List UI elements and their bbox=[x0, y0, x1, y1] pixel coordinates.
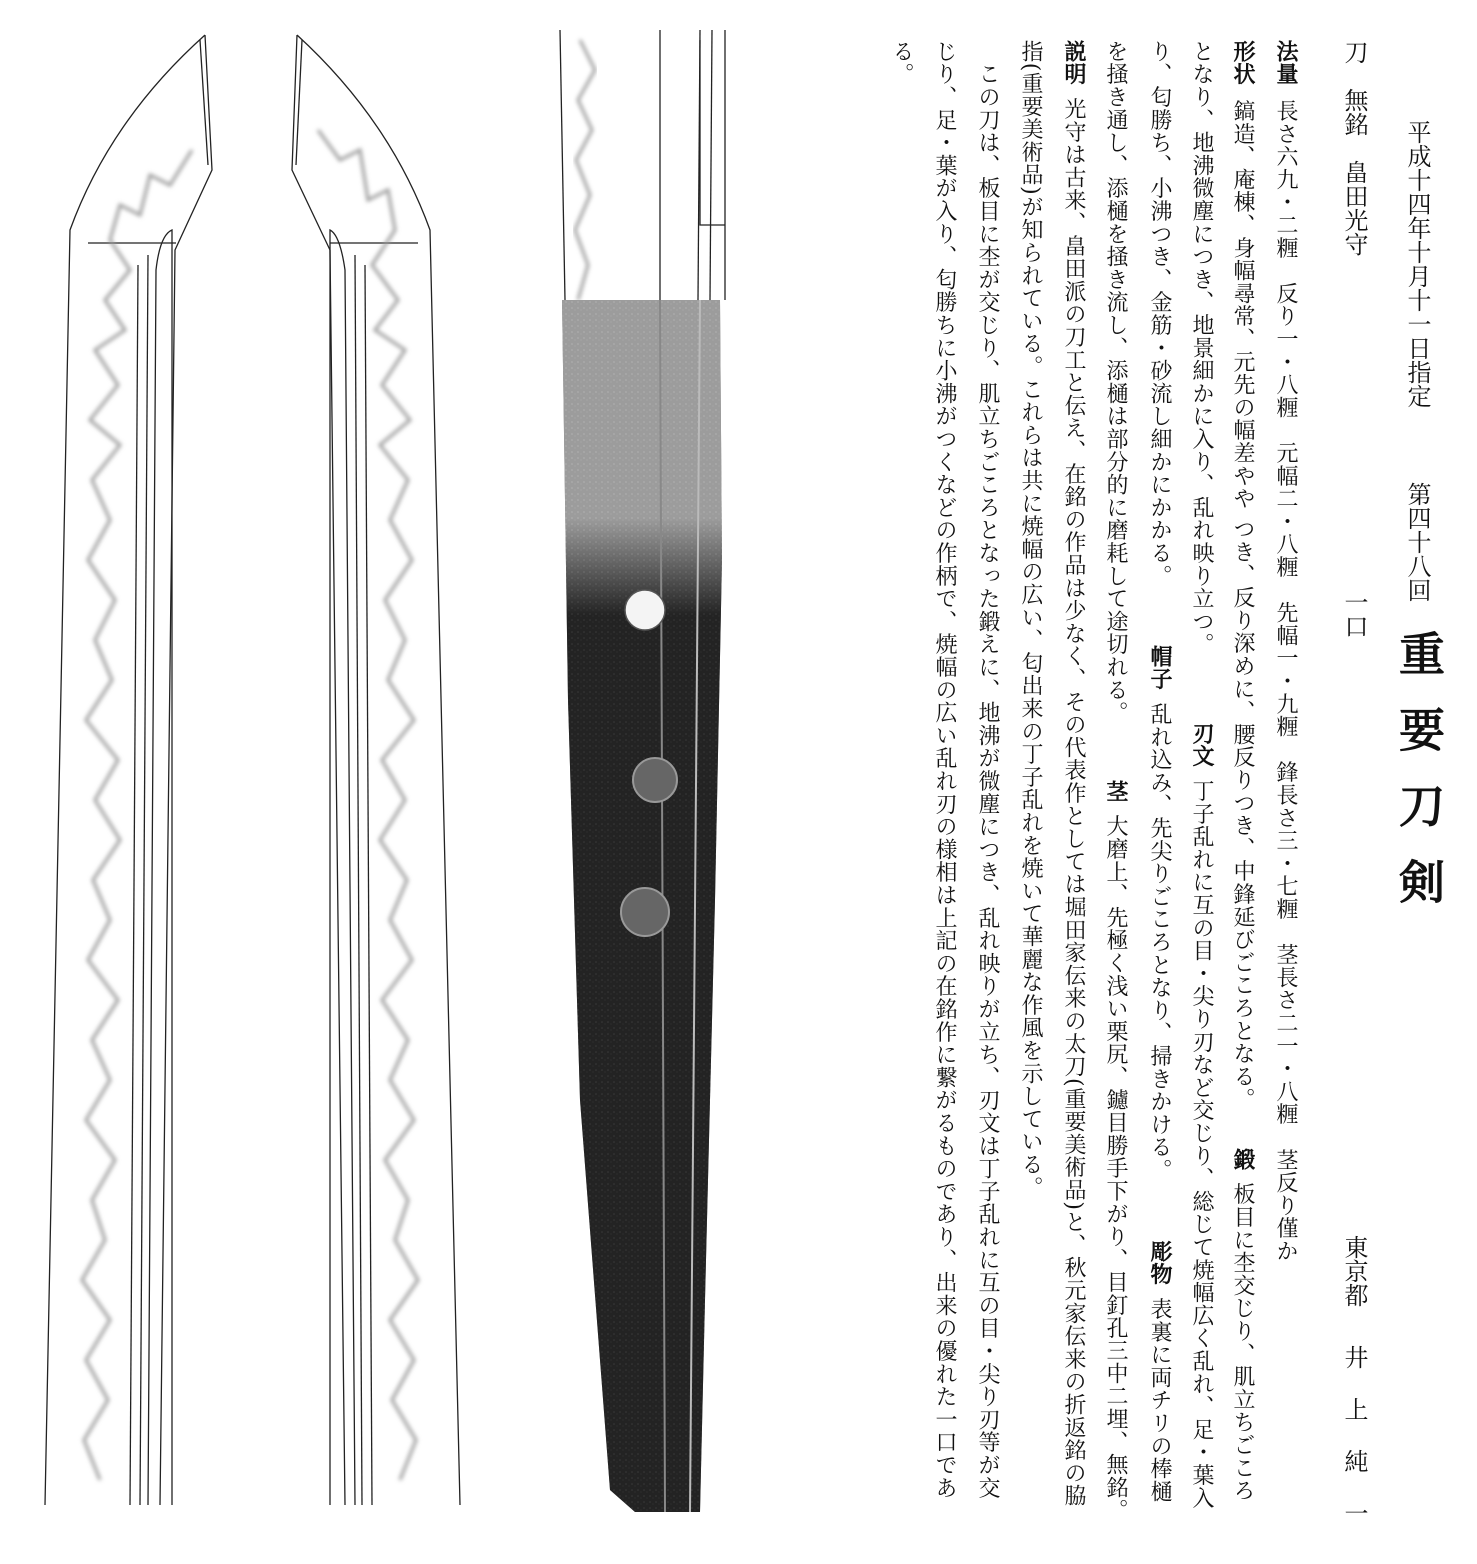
forging-continuation: となり、地沸微塵につき、地景細かに入り、乱れ映り立つ。 bbox=[1189, 40, 1214, 656]
item-name: 刀 無銘 畠田光守 bbox=[1340, 40, 1368, 256]
item-count: 一口 bbox=[1340, 590, 1368, 638]
hamon-line bbox=[1190, 722, 1212, 1509]
label-explanation: 説明 bbox=[1061, 40, 1086, 86]
blade-ura bbox=[292, 35, 460, 1505]
nakago-photo-drawing bbox=[540, 0, 750, 1560]
blade-omote bbox=[45, 35, 212, 1505]
carving-continuation: を掻き通し、添樋を掻き流し、添樋は部分的に磨耗して途切れる。 bbox=[1103, 40, 1128, 724]
label-measurements: 法量 bbox=[1273, 40, 1298, 86]
shape-text: 鎬造、庵棟、身幅尋常、元先の幅差やや つき、反り深めに、腰反りつき、中鋒延びごころとなる。 bbox=[1230, 99, 1255, 1111]
boshi-text: 乱れ込み、先尖りごころとなり、掃きかける。 bbox=[1147, 702, 1172, 1182]
label-shape: 形状 bbox=[1230, 40, 1255, 86]
measurements-line bbox=[1274, 40, 1296, 1262]
mekugi-hole-plugged bbox=[633, 758, 677, 802]
label-nakago: 茎 bbox=[1103, 780, 1128, 803]
owner-name: 井上純一 bbox=[1340, 1345, 1368, 1553]
explanation-line-4: じり、足・葉が入り、匂勝ちに小沸がつくなどの作柄で、焼幅の広い乱れ刃の様相は上記の在銘作に繋がるものであり、出来の優れた一口であ bbox=[932, 40, 957, 1500]
oshigata-drawing bbox=[0, 0, 480, 1560]
forging-line bbox=[1231, 1148, 1253, 1502]
nakago-text: 大磨上、先極く浅い栗尻、鑢目勝手下がり、目釘孔三中二埋、無銘。 bbox=[1103, 814, 1128, 1522]
hamon-text: 丁子乱れに互の目・尖り刃など交じり、総じて焼幅広く乱れ、足・葉入 bbox=[1189, 779, 1214, 1510]
explanation-line-3: この刀は、板目に杢が交じり、肌立ちごころとなった鍛えに、地沸が微塵につき、乱れ映りが立ち、刃文は丁子乱れに互の目・尖り刃等が交 bbox=[975, 40, 1000, 1500]
forging-text: 板目に杢交じり、肌立ちごころ bbox=[1230, 1182, 1255, 1503]
mekugi-hole-open bbox=[625, 590, 665, 630]
carving-line bbox=[1148, 1240, 1170, 1503]
hamon-photo bbox=[575, 40, 595, 300]
label-hamon: 刃文 bbox=[1189, 722, 1214, 768]
hamon-continuation: り、匂勝ち、小沸つき、金筋・砂流し細かにかかる。 bbox=[1147, 40, 1172, 588]
label-boshi: 帽子 bbox=[1147, 645, 1172, 691]
session-number: 第四十八回 bbox=[1403, 482, 1431, 602]
nakago-line bbox=[1104, 780, 1126, 1522]
measurements-text: 長さ六九・二糎 反り一・八糎 元幅二・八糎 先幅一・九糎 鋒長さ三・七糎 茎長さ二一・八糎 茎反り僅か bbox=[1273, 99, 1298, 1263]
label-forging: 鍛 bbox=[1230, 1148, 1255, 1171]
label-carving: 彫物 bbox=[1147, 1240, 1172, 1286]
boshi-line bbox=[1148, 645, 1170, 1181]
explanation-text: 光守は古来、畠田派の刀工と伝え、在銘の作品は少なく、その代表作としては堀田家伝来の太刀(重要美術品)と、秋元家伝来の折返銘の脇 bbox=[1061, 97, 1086, 1508]
owner-prefecture: 東京都 bbox=[1340, 1235, 1368, 1307]
designation-date: 平成十四年十月十一日指定 bbox=[1403, 120, 1431, 408]
explanation-line-5: る。 bbox=[889, 40, 914, 86]
page-title: 重要刀剣 bbox=[1392, 630, 1446, 934]
shape-line bbox=[1231, 40, 1253, 1111]
explanation-line-1 bbox=[1062, 40, 1084, 1507]
mekugi-hole-plugged bbox=[621, 888, 669, 936]
explanation-line-2: 指(重要美術品)が知られている。これらは共に焼幅の広い、匂出来の丁子乱れを焼いて華麗な作風を示している。 bbox=[1018, 40, 1043, 1199]
oshigata-illustration bbox=[0, 0, 480, 1560]
nakago-photo bbox=[540, 0, 750, 1560]
carving-text: 表裏に両チリの棒樋 bbox=[1147, 1297, 1172, 1503]
